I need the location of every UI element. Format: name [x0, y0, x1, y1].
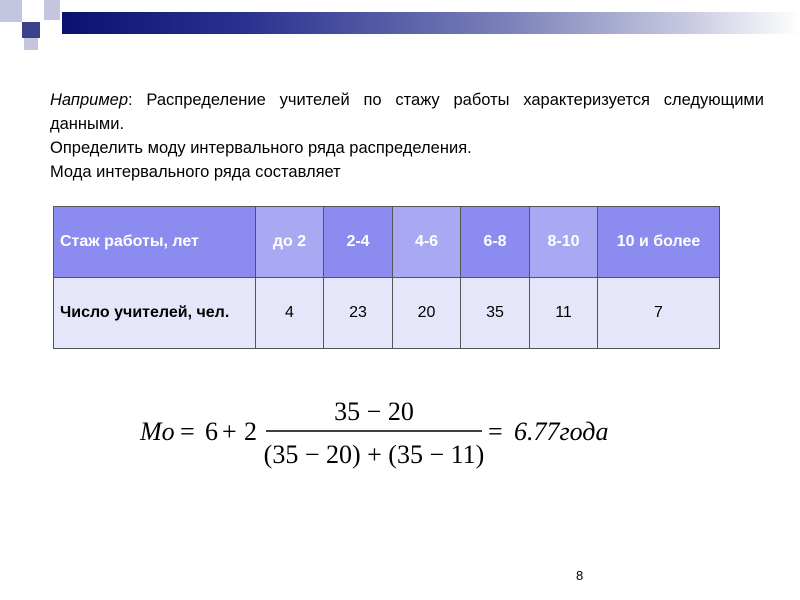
formula-plus: + [222, 417, 237, 446]
interval-cell: 4-6 [393, 207, 461, 278]
interval-cell: 6-8 [461, 207, 530, 278]
interval-cell: 8-10 [530, 207, 598, 278]
count-cell: 20 [393, 278, 461, 349]
count-cell: 4 [256, 278, 324, 349]
page-number: 8 [576, 568, 584, 583]
intro-line-1-text: Распределение учителей по стажу работы характеризуется следующими данными. [50, 91, 764, 133]
example-separator: : [128, 91, 133, 109]
interval-cell: до 2 [256, 207, 324, 278]
formula-denominator: (35 − 20) + (35 − 11) [263, 440, 485, 469]
count-cell: 7 [598, 278, 720, 349]
formula-equals-2: = [488, 417, 503, 446]
interval-cell: 2-4 [324, 207, 393, 278]
count-cell: 35 [461, 278, 530, 349]
formula-lhs: Mo [140, 417, 175, 446]
intro-line-3: Мода интервального ряда составляет [50, 163, 341, 181]
body-row-label: Число учителей, чел. [54, 278, 256, 349]
intro-line-2: Определить моду интервального ряда распределения. [50, 139, 472, 157]
formula-base: 6 [205, 417, 218, 446]
interval-cell: 10 и более [598, 207, 720, 278]
count-cell: 23 [324, 278, 393, 349]
formula-numerator: 35 − 20 [334, 397, 414, 426]
example-label: Например [50, 91, 129, 109]
formula-width: 2 [244, 417, 257, 446]
formula-result: 6.77года [514, 417, 609, 446]
count-cell: 11 [530, 278, 598, 349]
formula-equals: = [180, 417, 195, 446]
header-row-label: Стаж работы, лет [54, 207, 256, 278]
